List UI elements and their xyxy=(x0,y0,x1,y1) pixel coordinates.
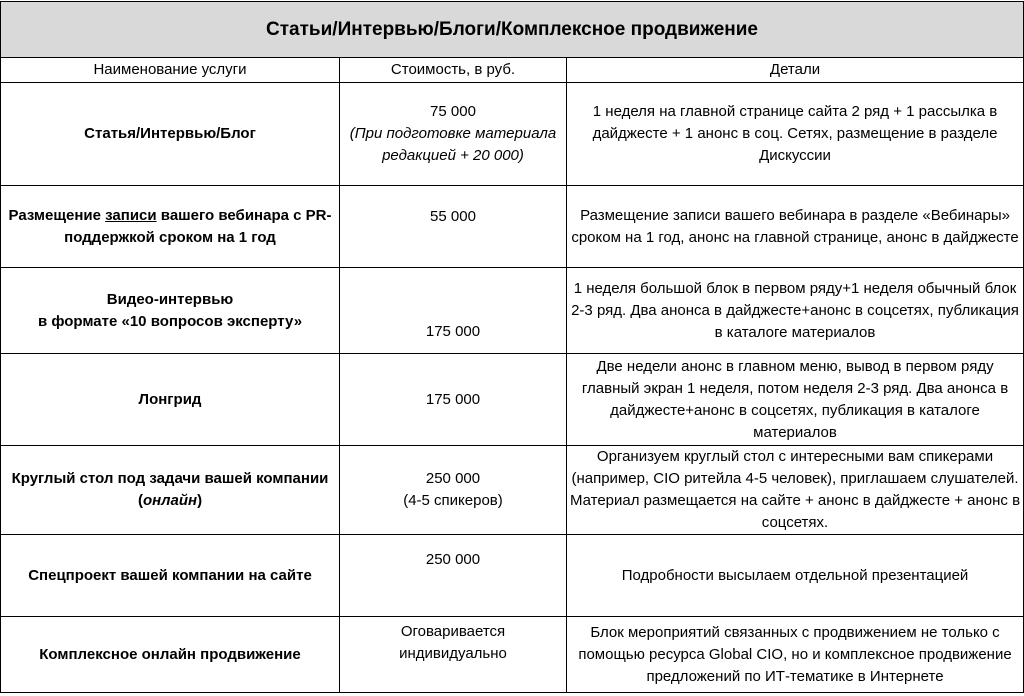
service-details: Организуем круглый стол с интересными вам спикерами (например, CIO ритейла 4-5 человек), приглашаем слушателей. Материал размещается на сайте + анонс в дайджесте + анонс в соцсетях. xyxy=(567,446,1024,535)
service-name xyxy=(1,446,340,535)
service-details: 1 неделя большой блок в первом ряду+1 неделя обычный блок 2-3 ряд. Два анонса в дайджесте+анонс в соцсетях, публикация в каталоге материалов xyxy=(567,268,1024,354)
table-title: Статьи/Интервью/Блоги/Комплексное продвижение xyxy=(1,2,1024,58)
price-note: (4-5 спикеров) xyxy=(403,492,503,509)
service-details: Подробности высылаем отдельной презентацией xyxy=(567,535,1024,617)
column-header-price: Стоимость, в руб. xyxy=(340,58,567,83)
table-row xyxy=(1,83,1024,186)
service-details: Размещение записи вашего вебинара в разделе «Вебинары» сроком на 1 год, анонс на главной странице, анонс в дайджесте xyxy=(567,186,1024,268)
service-details: Две недели анонс в главном меню, вывод в первом ряду главный экран 1 неделя, потом неделя 2-3 ряд. Два анонса в дайджесте+анонс в соцсетях, публикация в каталоге материалов xyxy=(567,354,1024,446)
table-row xyxy=(1,617,1024,693)
price-note: (При подготовке материала редакцией + 20 000) xyxy=(349,125,557,164)
service-name-part: ) xyxy=(197,492,203,509)
service-name-line: Видео-интервью xyxy=(106,290,234,308)
service-name-part: вашего вебинара с PR-поддержкой сроком на 1 год xyxy=(64,206,332,246)
price-line: Оговаривается xyxy=(400,623,506,640)
column-header-name: Наименование услуги xyxy=(1,58,340,83)
table-row xyxy=(1,446,1024,535)
table-row xyxy=(1,268,1024,354)
service-name: Статья/Интервью/Блог xyxy=(1,83,340,186)
pricing-table xyxy=(0,1,1024,693)
service-name xyxy=(1,268,340,354)
service-price xyxy=(340,83,567,186)
price-value: 250 000 xyxy=(425,470,481,487)
service-price xyxy=(340,446,567,535)
service-price xyxy=(340,617,567,693)
service-name-italic: онлайн xyxy=(142,492,198,509)
table-row xyxy=(1,535,1024,617)
service-name: Спецпроект вашей компании на сайте xyxy=(1,535,340,617)
service-price: 175 000 xyxy=(340,354,567,446)
service-details: Блок мероприятий связанных с продвижением не только с помощью ресурса Global CIO, но и комплексное продвижение предложений по ИТ-тематике в Интернете xyxy=(567,617,1024,693)
service-name-part: Размещение xyxy=(8,206,106,224)
service-name-part: Круглый стол под задачи вашей компании ( xyxy=(11,470,329,509)
service-price: 250 000 xyxy=(340,535,567,617)
price-line: индивидуально xyxy=(399,645,507,662)
column-header-details: Детали xyxy=(567,58,1024,83)
service-name: Лонгрид xyxy=(1,354,340,446)
service-details: 1 неделя на главной странице сайта 2 ряд + 1 рассылка в дайджесте + 1 анонс в соц. Сетях, размещение в разделе Дискуссии xyxy=(567,83,1024,186)
service-name-underlined: записи xyxy=(105,206,157,224)
service-name-line: в формате «10 вопросов эксперту» xyxy=(37,312,303,330)
price-value: 75 000 xyxy=(430,103,476,120)
service-price: 175 000 xyxy=(340,268,567,354)
service-name: Комплексное онлайн продвижение xyxy=(1,617,340,693)
table-row xyxy=(1,354,1024,446)
table-row xyxy=(1,186,1024,268)
service-price: 55 000 xyxy=(340,186,567,268)
service-name xyxy=(1,186,340,268)
